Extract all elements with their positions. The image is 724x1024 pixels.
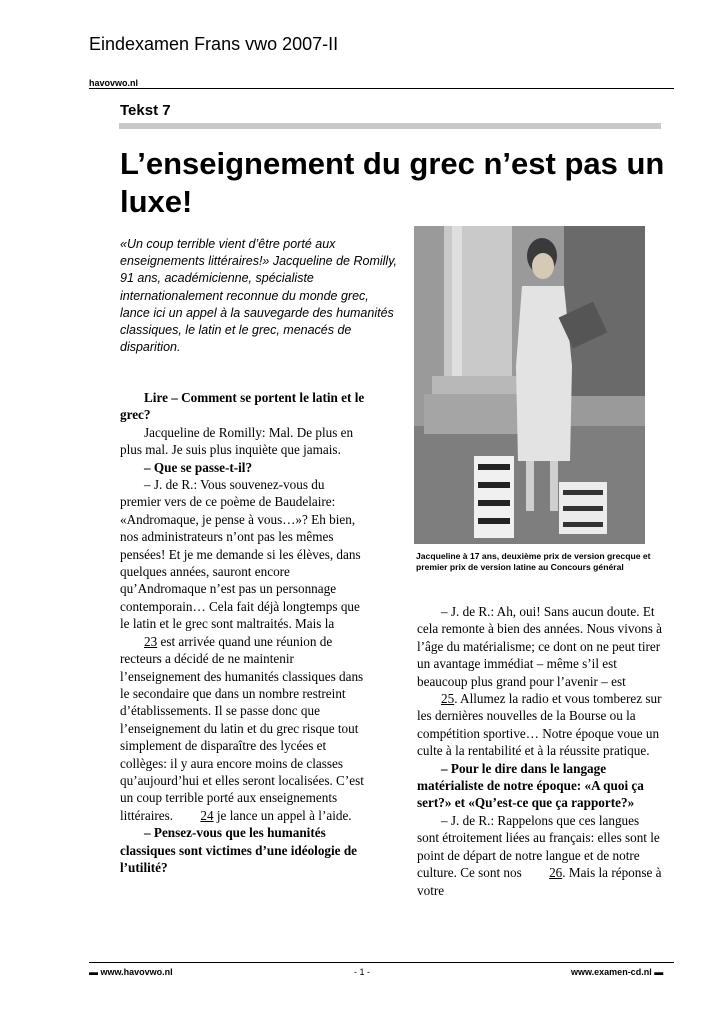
footer-left-link[interactable]: ▬ www.havovwo.nl xyxy=(89,967,173,977)
answer-4 xyxy=(417,812,662,899)
answer-4-text-b: . Mais la réponse à votre xyxy=(417,865,662,898)
article-headline: L’enseignement du grec n’est pas un luxe! xyxy=(120,146,665,219)
page-number: - 1 - xyxy=(354,967,371,977)
exam-title: Eindexamen Frans vwo 2007-II xyxy=(89,34,339,54)
article-column-left xyxy=(120,389,365,876)
answer-2 xyxy=(120,476,365,824)
answer-3-text-b: . Allumez la radio et vous tomberez sur les dernières nouvelles de la Bourse ou la compétition sportive… Notre époque voue un culte à la rentabilité et à la réussite pratique. xyxy=(417,691,662,759)
answer-1: Jacqueline de Romilly: Mal. De plus en plus mal. Je suis plus inquiète que jamais. xyxy=(120,424,354,458)
article-column-right xyxy=(417,603,662,899)
historical-photo-icon xyxy=(414,226,645,544)
section-bar xyxy=(119,123,661,129)
gap-24: 24 xyxy=(200,807,214,823)
header-divider xyxy=(89,88,674,89)
gap-23: 23 xyxy=(144,633,158,649)
answer-3-text-a: – J. de R.: Ah, oui! Sans aucun doute. Et cela remonte à bien des années. Nous vivons à l’âge du matérialisme; ce dont on ne peut tirer un avantage immédiat – même s’il est beaucoup plus grand pour l’avenir – est xyxy=(417,604,662,689)
site-name: havovwo.nl xyxy=(89,78,139,88)
question-4: – Pour le dire dans le langage matérialiste de notre époque: «A quoi ça sert?» et «Qu’est-ce que ça rapporte?» xyxy=(417,760,644,811)
photo-caption: Jacqueline à 17 ans, deuxième prix de version grecque et premier prix de version latine au Concours général xyxy=(416,551,651,572)
question-2: – Que se passe-t-il? xyxy=(144,459,253,475)
gap-26: 26 xyxy=(549,865,563,881)
answer-2-text-b: est arrivée quand une réunion de recteurs a décidé de ne maintenir l’enseignement des humanités classiques dans le secondaire que dans un nombre restreint d’établissements. Il se passe donc que l’enseignement du latin et du grec risque tout simplement de disparaître des lycées et collèges: il y aura encore moins de classes qu’aujourd’hui et elles seront localisées. C’est un coup terrible porté aux enseignements littéraires. xyxy=(120,633,364,823)
answer-2-text-a: – J. de R.: Vous souvenez-vous du premier vers de ce poème de Baudelaire: «Andromaque, je pense à vous…»? Eh bien, nos administrateurs n’ont pas les mêmes pensées! Et je me demande si les élèves, dans quelques années, sauront encore qu’Andromaque n’est pas un personnage contemporain… Cela fait déjà longtemps que le latin et le grec sont maltraités. Mais la xyxy=(120,477,361,632)
footer-right-link[interactable]: www.examen-cd.nl ▬ xyxy=(571,967,664,977)
answer-3 xyxy=(417,603,662,760)
footer-divider xyxy=(89,962,674,963)
section-label: Tekst 7 xyxy=(120,102,171,119)
question-3: – Pensez-vous que les humanités classiques sont victimes d’une idéologie de l’utilité? xyxy=(120,825,358,875)
gap-25: 25 xyxy=(441,691,455,707)
answer-4-text-a: – J. de R.: Rappelons que ces langues sont étroitement liées au français: elles sont le point de départ de notre langue et de notre culture. Ce sont nos xyxy=(417,812,660,881)
question-1: Lire – Comment se portent le latin et le grec? xyxy=(120,390,365,423)
answer-2-text-c: je lance un appel à l’aide. xyxy=(216,807,352,823)
article-intro: «Un coup terrible vient d’être porté aux enseignements littéraires!» Jacqueline de Romilly, 91 ans, académicienne, spécialiste internationalement reconnue du monde grec, lance ici un appel à la sauvegarde des humanités classiques, le latin et le grec, menacés de disparition. xyxy=(120,237,397,355)
